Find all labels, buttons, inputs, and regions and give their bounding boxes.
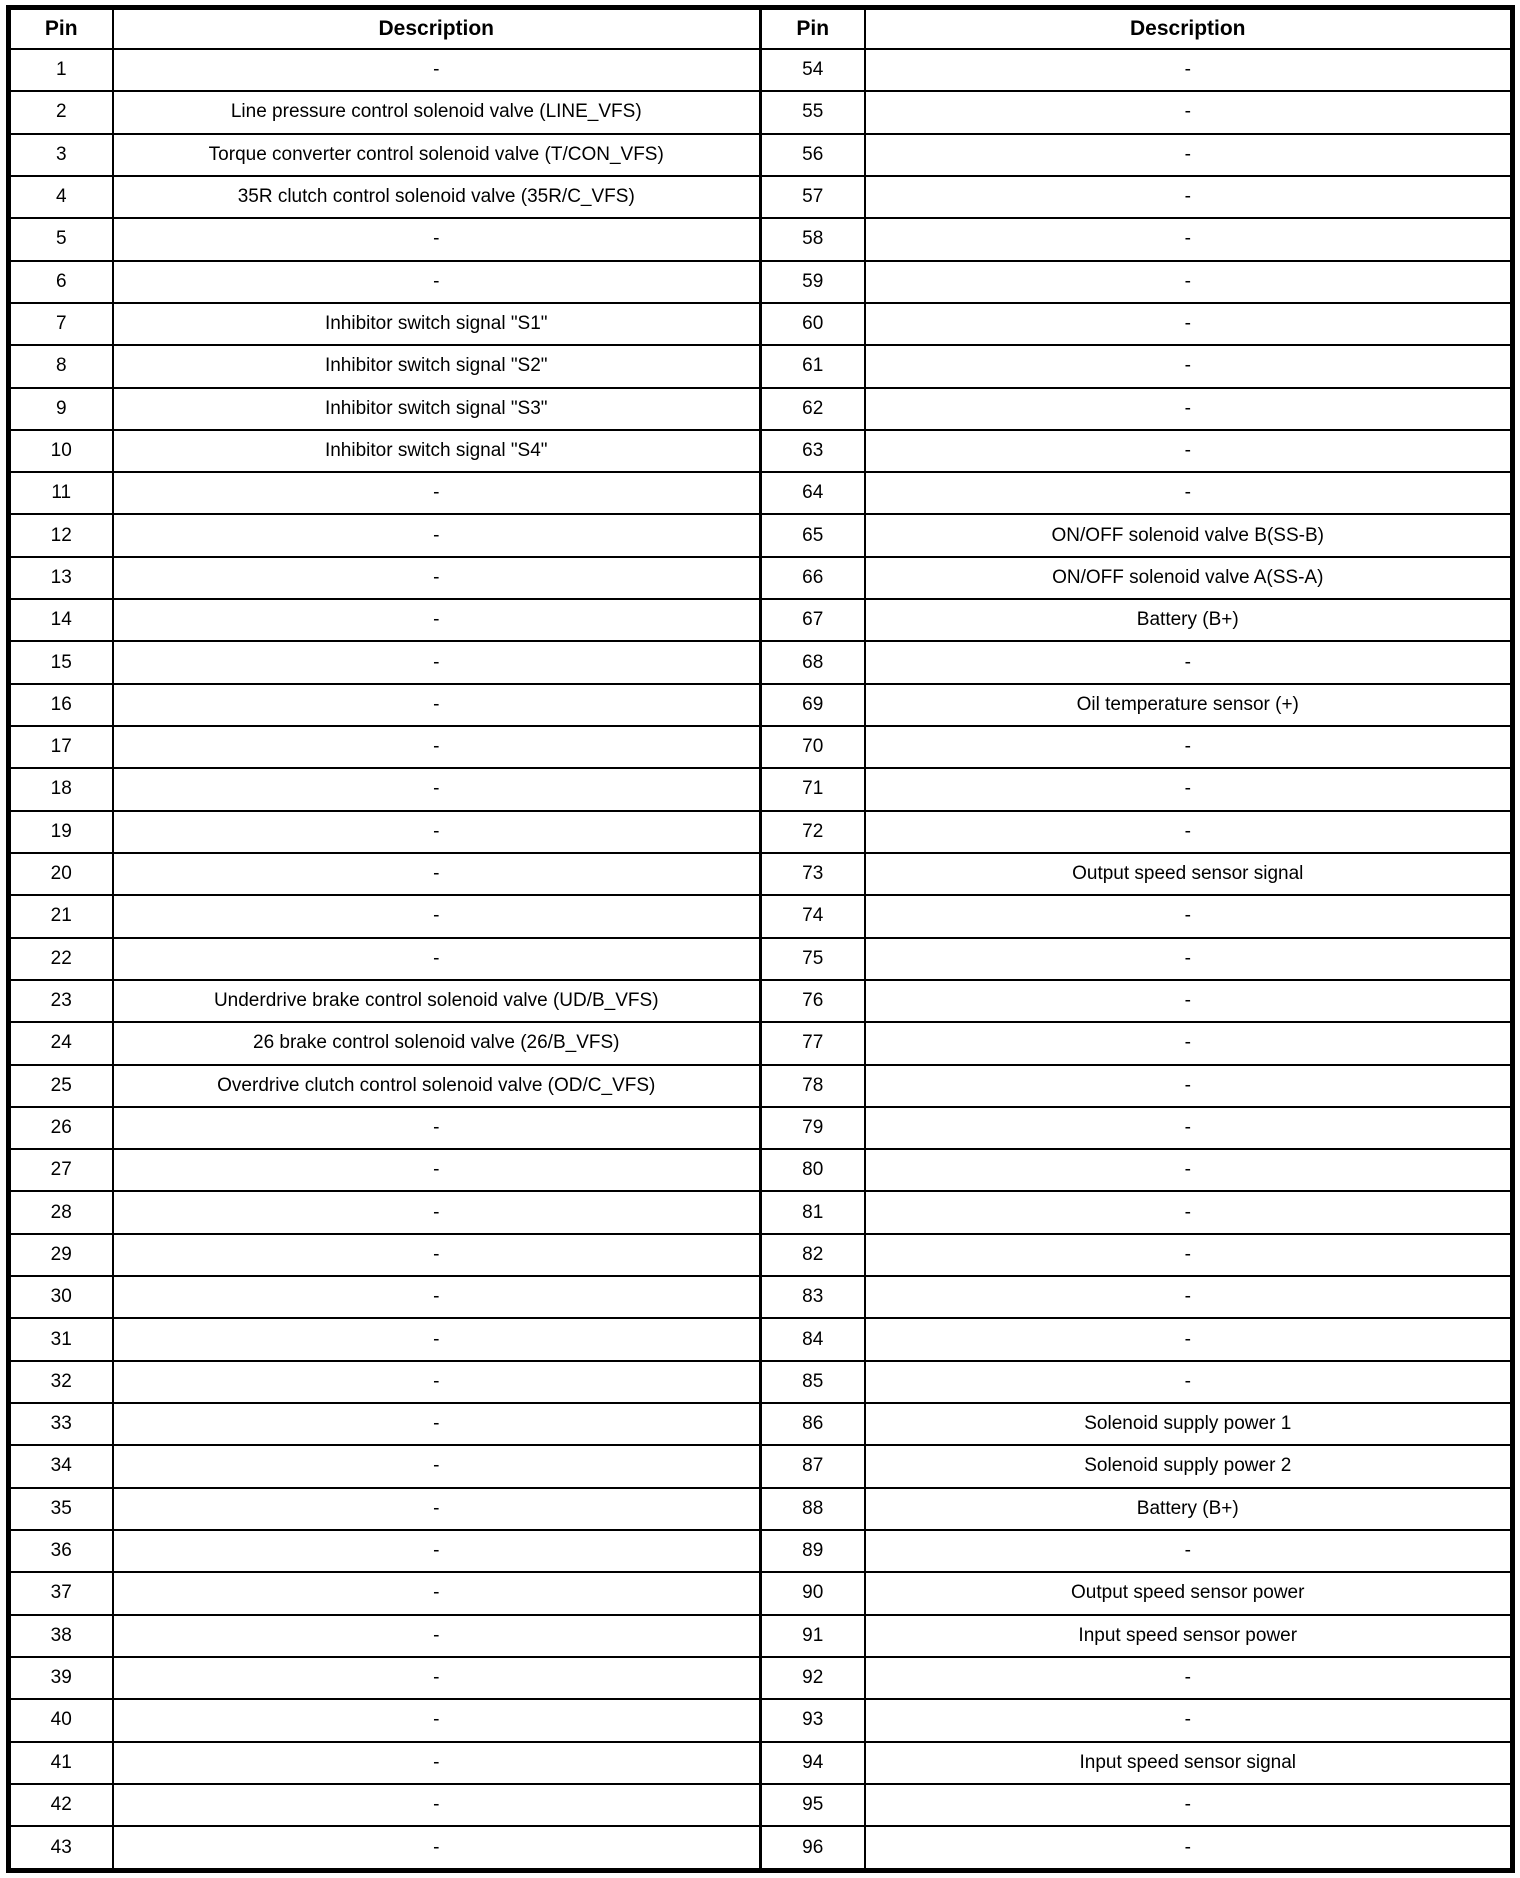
pin-cell: 13 <box>9 557 113 599</box>
description-column-header: Description <box>113 8 761 50</box>
table-row <box>9 811 1513 853</box>
description-cell: Inhibitor switch signal "S3" <box>113 388 761 430</box>
description-cell: Output speed sensor power <box>865 1572 1513 1614</box>
pin-cell: 5 <box>9 218 113 260</box>
table-row <box>9 303 1513 345</box>
table-row <box>9 1022 1513 1064</box>
description-cell: - <box>113 1234 761 1276</box>
description-cell: - <box>865 1065 1513 1107</box>
description-cell: 35R clutch control solenoid valve (35R/C_VFS) <box>113 176 761 218</box>
pin-cell: 87 <box>761 1445 865 1487</box>
description-cell: - <box>865 1234 1513 1276</box>
description-cell: - <box>865 472 1513 514</box>
description-cell: - <box>865 1318 1513 1360</box>
pin-cell: 41 <box>9 1742 113 1784</box>
description-cell: - <box>113 1403 761 1445</box>
table-row <box>9 557 1513 599</box>
pin-cell: 14 <box>9 599 113 641</box>
pin-cell: 88 <box>761 1488 865 1530</box>
description-cell: - <box>113 1826 761 1870</box>
description-cell: - <box>865 134 1513 176</box>
pin-cell: 72 <box>761 811 865 853</box>
description-cell: - <box>113 599 761 641</box>
pin-cell: 8 <box>9 345 113 387</box>
table-row <box>9 345 1513 387</box>
description-cell: - <box>113 938 761 980</box>
table-row <box>9 599 1513 641</box>
pin-cell: 9 <box>9 388 113 430</box>
pin-cell: 26 <box>9 1107 113 1149</box>
description-cell: - <box>113 1530 761 1572</box>
description-cell: - <box>113 49 761 91</box>
pin-cell: 85 <box>761 1361 865 1403</box>
pin-cell: 21 <box>9 895 113 937</box>
pin-cell: 71 <box>761 768 865 810</box>
table-header-row <box>9 8 1513 50</box>
pinout-table-body <box>9 49 1513 1871</box>
pinout-table <box>6 5 1515 1873</box>
table-row <box>9 768 1513 810</box>
pin-cell: 82 <box>761 1234 865 1276</box>
pin-cell: 84 <box>761 1318 865 1360</box>
table-row <box>9 895 1513 937</box>
description-cell: - <box>865 1276 1513 1318</box>
description-cell: Underdrive brake control solenoid valve (UD/B_VFS) <box>113 980 761 1022</box>
table-row <box>9 641 1513 683</box>
description-cell: - <box>113 1318 761 1360</box>
pin-cell: 92 <box>761 1657 865 1699</box>
table-row <box>9 514 1513 556</box>
pin-cell: 63 <box>761 430 865 472</box>
pin-cell: 20 <box>9 853 113 895</box>
description-cell: - <box>865 895 1513 937</box>
description-cell: - <box>865 91 1513 133</box>
description-cell: Oil temperature sensor (+) <box>865 684 1513 726</box>
pin-cell: 4 <box>9 176 113 218</box>
pin-cell: 79 <box>761 1107 865 1149</box>
pin-cell: 55 <box>761 91 865 133</box>
pin-cell: 59 <box>761 261 865 303</box>
description-cell: - <box>113 1191 761 1233</box>
pin-cell: 36 <box>9 1530 113 1572</box>
pin-cell: 27 <box>9 1149 113 1191</box>
pin-cell: 17 <box>9 726 113 768</box>
pin-cell: 69 <box>761 684 865 726</box>
description-cell: - <box>865 1530 1513 1572</box>
pin-cell: 7 <box>9 303 113 345</box>
pin-column-header: Pin <box>761 8 865 50</box>
table-row <box>9 91 1513 133</box>
pin-cell: 1 <box>9 49 113 91</box>
description-cell: - <box>113 514 761 556</box>
description-cell: Inhibitor switch signal "S1" <box>113 303 761 345</box>
description-cell: Solenoid supply power 1 <box>865 1403 1513 1445</box>
description-cell: - <box>865 768 1513 810</box>
table-row <box>9 853 1513 895</box>
description-cell: - <box>865 261 1513 303</box>
pin-cell: 2 <box>9 91 113 133</box>
table-row <box>9 430 1513 472</box>
pin-cell: 35 <box>9 1488 113 1530</box>
table-row <box>9 1615 1513 1657</box>
table-row <box>9 388 1513 430</box>
pin-cell: 38 <box>9 1615 113 1657</box>
table-row <box>9 938 1513 980</box>
table-row <box>9 1530 1513 1572</box>
description-cell: Battery (B+) <box>865 599 1513 641</box>
description-cell: - <box>865 980 1513 1022</box>
pin-cell: 15 <box>9 641 113 683</box>
description-cell: - <box>113 768 761 810</box>
table-row <box>9 1742 1513 1784</box>
pin-cell: 23 <box>9 980 113 1022</box>
description-cell: - <box>113 1742 761 1784</box>
description-cell: - <box>865 1361 1513 1403</box>
description-cell: - <box>113 1445 761 1487</box>
pin-cell: 43 <box>9 1826 113 1870</box>
description-cell: - <box>113 853 761 895</box>
pin-cell: 10 <box>9 430 113 472</box>
pin-cell: 22 <box>9 938 113 980</box>
pin-cell: 34 <box>9 1445 113 1487</box>
description-cell: - <box>113 1784 761 1826</box>
table-row <box>9 1572 1513 1614</box>
pin-cell: 93 <box>761 1699 865 1741</box>
description-cell: Line pressure control solenoid valve (LINE_VFS) <box>113 91 761 133</box>
description-cell: - <box>113 1488 761 1530</box>
description-cell: - <box>113 1107 761 1149</box>
description-cell: 26 brake control solenoid valve (26/B_VFS) <box>113 1022 761 1064</box>
pin-cell: 19 <box>9 811 113 853</box>
pin-cell: 31 <box>9 1318 113 1360</box>
description-cell: - <box>865 726 1513 768</box>
description-cell: Solenoid supply power 2 <box>865 1445 1513 1487</box>
pin-cell: 57 <box>761 176 865 218</box>
table-row <box>9 684 1513 726</box>
pin-cell: 58 <box>761 218 865 260</box>
pin-cell: 73 <box>761 853 865 895</box>
description-cell: - <box>865 176 1513 218</box>
pin-cell: 42 <box>9 1784 113 1826</box>
description-cell: - <box>113 1361 761 1403</box>
description-cell: - <box>113 218 761 260</box>
table-row <box>9 980 1513 1022</box>
table-row <box>9 1276 1513 1318</box>
description-cell: - <box>113 1699 761 1741</box>
table-row <box>9 176 1513 218</box>
description-cell: - <box>865 345 1513 387</box>
pin-cell: 18 <box>9 768 113 810</box>
pin-cell: 86 <box>761 1403 865 1445</box>
description-cell: Battery (B+) <box>865 1488 1513 1530</box>
pin-cell: 95 <box>761 1784 865 1826</box>
pin-cell: 80 <box>761 1149 865 1191</box>
pin-cell: 67 <box>761 599 865 641</box>
pin-cell: 16 <box>9 684 113 726</box>
description-cell: - <box>865 388 1513 430</box>
table-row <box>9 1191 1513 1233</box>
table-row <box>9 1826 1513 1870</box>
table-row <box>9 1784 1513 1826</box>
description-cell: - <box>113 1615 761 1657</box>
pin-cell: 65 <box>761 514 865 556</box>
description-cell: Output speed sensor signal <box>865 853 1513 895</box>
pin-cell: 32 <box>9 1361 113 1403</box>
table-row <box>9 218 1513 260</box>
pin-cell: 81 <box>761 1191 865 1233</box>
table-row <box>9 1234 1513 1276</box>
pin-cell: 94 <box>761 1742 865 1784</box>
table-row <box>9 49 1513 91</box>
description-cell: - <box>865 1107 1513 1149</box>
table-row <box>9 1361 1513 1403</box>
pin-cell: 66 <box>761 557 865 599</box>
description-cell: - <box>865 1149 1513 1191</box>
table-row <box>9 726 1513 768</box>
description-cell: - <box>113 557 761 599</box>
description-cell: - <box>113 895 761 937</box>
pin-cell: 3 <box>9 134 113 176</box>
description-cell: - <box>865 1657 1513 1699</box>
pin-cell: 91 <box>761 1615 865 1657</box>
pin-cell: 60 <box>761 303 865 345</box>
description-cell: Inhibitor switch signal "S2" <box>113 345 761 387</box>
pin-cell: 75 <box>761 938 865 980</box>
table-row <box>9 1318 1513 1360</box>
table-row <box>9 261 1513 303</box>
pin-cell: 62 <box>761 388 865 430</box>
description-cell: - <box>865 641 1513 683</box>
table-row <box>9 1149 1513 1191</box>
pin-cell: 33 <box>9 1403 113 1445</box>
description-cell: - <box>113 684 761 726</box>
description-cell: - <box>113 726 761 768</box>
description-cell: - <box>865 430 1513 472</box>
table-row <box>9 1445 1513 1487</box>
description-cell: - <box>865 1191 1513 1233</box>
pin-cell: 64 <box>761 472 865 514</box>
pin-cell: 37 <box>9 1572 113 1614</box>
description-cell: - <box>113 1276 761 1318</box>
description-cell: - <box>865 811 1513 853</box>
pin-cell: 61 <box>761 345 865 387</box>
description-cell: - <box>113 261 761 303</box>
pin-cell: 24 <box>9 1022 113 1064</box>
pin-cell: 90 <box>761 1572 865 1614</box>
description-cell: - <box>113 1657 761 1699</box>
description-column-header: Description <box>865 8 1513 50</box>
description-cell: Inhibitor switch signal "S4" <box>113 430 761 472</box>
pin-cell: 25 <box>9 1065 113 1107</box>
table-row <box>9 1657 1513 1699</box>
pin-cell: 78 <box>761 1065 865 1107</box>
table-row <box>9 1488 1513 1530</box>
description-cell: - <box>113 1572 761 1614</box>
description-cell: Input speed sensor signal <box>865 1742 1513 1784</box>
pin-cell: 30 <box>9 1276 113 1318</box>
description-cell: - <box>865 1826 1513 1870</box>
description-cell: ON/OFF solenoid valve B(SS-B) <box>865 514 1513 556</box>
pin-cell: 77 <box>761 1022 865 1064</box>
description-cell: Overdrive clutch control solenoid valve (OD/C_VFS) <box>113 1065 761 1107</box>
table-row <box>9 1065 1513 1107</box>
pin-cell: 56 <box>761 134 865 176</box>
description-cell: - <box>865 49 1513 91</box>
description-cell: - <box>113 472 761 514</box>
description-cell: - <box>113 811 761 853</box>
pin-cell: 28 <box>9 1191 113 1233</box>
pin-column-header: Pin <box>9 8 113 50</box>
pin-cell: 54 <box>761 49 865 91</box>
description-cell: ON/OFF solenoid valve A(SS-A) <box>865 557 1513 599</box>
description-cell: - <box>865 938 1513 980</box>
description-cell: - <box>865 303 1513 345</box>
pin-cell: 12 <box>9 514 113 556</box>
pin-cell: 68 <box>761 641 865 683</box>
table-row <box>9 472 1513 514</box>
description-cell: Torque converter control solenoid valve (T/CON_VFS) <box>113 134 761 176</box>
pin-cell: 40 <box>9 1699 113 1741</box>
description-cell: - <box>113 1149 761 1191</box>
pin-cell: 39 <box>9 1657 113 1699</box>
pin-cell: 74 <box>761 895 865 937</box>
pin-cell: 83 <box>761 1276 865 1318</box>
pin-cell: 76 <box>761 980 865 1022</box>
description-cell: - <box>865 218 1513 260</box>
pin-cell: 6 <box>9 261 113 303</box>
pin-cell: 11 <box>9 472 113 514</box>
description-cell: - <box>113 641 761 683</box>
description-cell: - <box>865 1784 1513 1826</box>
table-row <box>9 1403 1513 1445</box>
description-cell: - <box>865 1022 1513 1064</box>
pin-cell: 70 <box>761 726 865 768</box>
pin-cell: 29 <box>9 1234 113 1276</box>
pin-cell: 96 <box>761 1826 865 1870</box>
table-row <box>9 1699 1513 1741</box>
description-cell: Input speed sensor power <box>865 1615 1513 1657</box>
table-row <box>9 134 1513 176</box>
table-row <box>9 1107 1513 1149</box>
pin-cell: 89 <box>761 1530 865 1572</box>
description-cell: - <box>865 1699 1513 1741</box>
